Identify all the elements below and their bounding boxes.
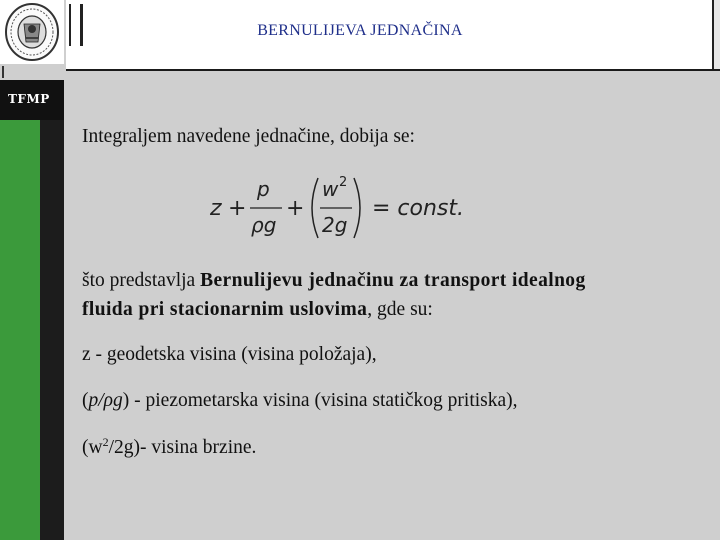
eq-z: z — [210, 196, 222, 221]
eq-rhs: = const. — [372, 196, 465, 221]
desc-bold-2: fluida pri stacionarnim uslovima — [82, 299, 368, 320]
eq-p: p — [257, 177, 270, 201]
description-paragraph — [82, 266, 692, 324]
definition-p — [82, 390, 518, 412]
intro-text: Integraljem navedene jednačine, dobija se: — [82, 126, 415, 147]
eq-w: w — [322, 177, 339, 201]
def-p-open: ( — [82, 390, 89, 411]
desc-bold-1: Bernulijevu jednačinu za transport idealnog — [200, 270, 586, 291]
divider — [69, 4, 71, 46]
logo-box — [0, 0, 64, 64]
def-w-tail: /2g)- visina brzine. — [108, 437, 257, 458]
divider — [2, 66, 4, 78]
header-rule — [66, 69, 720, 71]
divider — [80, 4, 83, 46]
dark-stripe — [40, 120, 64, 540]
green-stripe — [0, 120, 40, 540]
eq-exponent: 2 — [339, 175, 348, 190]
def-p-expr: p/ρg — [88, 390, 123, 411]
def-p-text: ) - piezometarska visina (visina statičkog pritiska), — [122, 390, 518, 411]
eq-rho-g: ρg — [251, 213, 277, 237]
brand-label: TFMP — [8, 92, 50, 106]
def-w-lead: (w — [82, 437, 103, 458]
eq-two-g: 2g — [322, 213, 348, 237]
university-seal-icon — [4, 2, 60, 62]
definition-z: z - geodetska visina (visina položaja), — [82, 344, 377, 365]
definition-w — [82, 435, 256, 459]
bernoulli-equation — [206, 172, 476, 242]
eq-plus: + — [286, 196, 305, 221]
header-edge — [712, 0, 720, 70]
desc-suffix: , gde su: — [367, 299, 433, 320]
def-w-sup: 2 — [102, 435, 109, 449]
eq-plus: + — [228, 196, 247, 221]
desc-prefix: što predstavlja — [82, 270, 201, 291]
page-title: BERNULIJEVA JEDNAČINA — [257, 22, 463, 39]
